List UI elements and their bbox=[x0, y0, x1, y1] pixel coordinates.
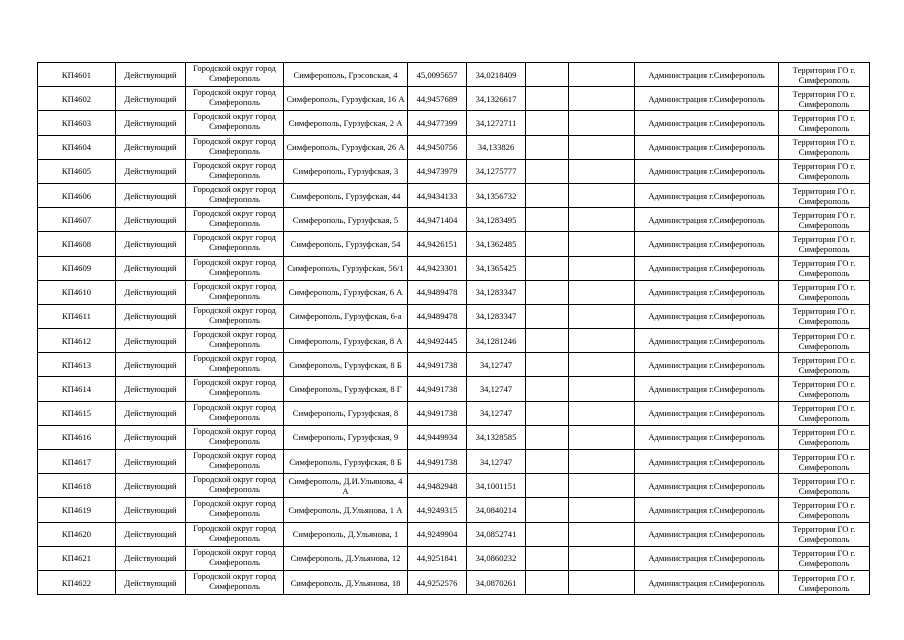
cell-status: Действующий bbox=[116, 135, 186, 159]
cell-address: Симферополь, Гурзуфская, 44 bbox=[284, 183, 408, 207]
cell-district: Городской округ город Симферополь bbox=[186, 329, 284, 353]
cell-territory: Территория ГО г. Симферополь bbox=[779, 329, 870, 353]
cell-address: Симферополь, Гурзуфская, 2 А bbox=[284, 111, 408, 135]
cell-organization: Администрация г.Симферополь bbox=[635, 522, 779, 546]
cell-organization: Администрация г.Симферополь bbox=[635, 401, 779, 425]
cell-status: Действующий bbox=[116, 498, 186, 522]
cell-empty bbox=[569, 111, 635, 135]
cell-organization: Администрация г.Симферополь bbox=[635, 450, 779, 474]
cell-longitude: 34,1272711 bbox=[467, 111, 526, 135]
cell-id: КП4609 bbox=[38, 256, 116, 280]
cell-territory: Территория ГО г. Симферополь bbox=[779, 232, 870, 256]
cell-district: Городской округ город Симферополь bbox=[186, 353, 284, 377]
cell-longitude: 34,1283347 bbox=[467, 280, 526, 304]
cell-empty bbox=[569, 304, 635, 328]
cell-empty bbox=[569, 474, 635, 498]
cell-district: Городской округ город Симферополь bbox=[186, 87, 284, 111]
cell-latitude: 44,9491738 bbox=[408, 377, 467, 401]
cell-territory: Территория ГО г. Симферополь bbox=[779, 280, 870, 304]
cell-latitude: 44,9434133 bbox=[408, 183, 467, 207]
cell-district: Городской округ город Симферополь bbox=[186, 450, 284, 474]
cell-organization: Администрация г.Симферополь bbox=[635, 570, 779, 594]
cell-territory: Территория ГО г. Симферополь bbox=[779, 183, 870, 207]
cell-address: Симферополь, Гурзуфская, 8 Б bbox=[284, 450, 408, 474]
cell-address: Симферополь, Гурзуфская, 6 А bbox=[284, 280, 408, 304]
cell-id: КП4621 bbox=[38, 546, 116, 570]
table-row bbox=[38, 401, 870, 425]
table-row bbox=[38, 498, 870, 522]
cell-id: КП4616 bbox=[38, 425, 116, 449]
cell-address: Симферополь, Грэсовская, 4 bbox=[284, 63, 408, 87]
cell-id: КП4608 bbox=[38, 232, 116, 256]
cell-district: Городской округ город Симферополь bbox=[186, 522, 284, 546]
cell-empty bbox=[526, 232, 569, 256]
cell-district: Городской округ город Симферополь bbox=[186, 280, 284, 304]
cell-empty bbox=[569, 232, 635, 256]
cell-latitude: 44,9423301 bbox=[408, 256, 467, 280]
cell-territory: Территория ГО г. Симферополь bbox=[779, 87, 870, 111]
cell-id: КП4618 bbox=[38, 474, 116, 498]
table-row bbox=[38, 135, 870, 159]
table-row bbox=[38, 570, 870, 594]
cell-organization: Администрация г.Симферополь bbox=[635, 474, 779, 498]
cell-status: Действующий bbox=[116, 304, 186, 328]
cell-longitude: 34,1362485 bbox=[467, 232, 526, 256]
cell-empty bbox=[569, 450, 635, 474]
cell-territory: Территория ГО г. Симферополь bbox=[779, 450, 870, 474]
cell-empty bbox=[526, 87, 569, 111]
cell-address: Симферополь, Гурзуфская, 3 bbox=[284, 159, 408, 183]
cell-empty bbox=[569, 208, 635, 232]
cell-empty bbox=[569, 401, 635, 425]
cell-latitude: 44,9482948 bbox=[408, 474, 467, 498]
cell-address: Симферополь, Д.Ульянова, 12 bbox=[284, 546, 408, 570]
cell-id: КП4619 bbox=[38, 498, 116, 522]
cell-territory: Территория ГО г. Симферополь bbox=[779, 353, 870, 377]
cell-longitude: 34,1326617 bbox=[467, 87, 526, 111]
cell-id: КП4613 bbox=[38, 353, 116, 377]
cell-empty bbox=[526, 304, 569, 328]
cell-id: КП4604 bbox=[38, 135, 116, 159]
cell-empty bbox=[526, 474, 569, 498]
table-row bbox=[38, 546, 870, 570]
cell-empty bbox=[569, 546, 635, 570]
cell-empty bbox=[526, 425, 569, 449]
cell-status: Действующий bbox=[116, 111, 186, 135]
cell-territory: Территория ГО г. Симферополь bbox=[779, 208, 870, 232]
cell-longitude: 34,0852741 bbox=[467, 522, 526, 546]
cell-district: Городской округ город Симферополь bbox=[186, 570, 284, 594]
cell-address: Симферополь, Гурзуфская, 8 А bbox=[284, 329, 408, 353]
cell-latitude: 44,9249315 bbox=[408, 498, 467, 522]
cell-longitude: 34,1328585 bbox=[467, 425, 526, 449]
table-row bbox=[38, 63, 870, 87]
cell-empty bbox=[526, 159, 569, 183]
cell-organization: Администрация г.Симферополь bbox=[635, 377, 779, 401]
cell-id: КП4612 bbox=[38, 329, 116, 353]
cell-address: Симферополь, Гурзуфская, 5 bbox=[284, 208, 408, 232]
table-row bbox=[38, 232, 870, 256]
cell-district: Городской округ город Симферополь bbox=[186, 232, 284, 256]
cell-district: Городской округ город Симферополь bbox=[186, 159, 284, 183]
cell-address: Симферополь, Гурзуфская, 16 А bbox=[284, 87, 408, 111]
cell-id: КП4615 bbox=[38, 401, 116, 425]
cell-status: Действующий bbox=[116, 474, 186, 498]
cell-district: Городской округ город Симферополь bbox=[186, 111, 284, 135]
cell-organization: Администрация г.Симферополь bbox=[635, 135, 779, 159]
cell-territory: Территория ГО г. Симферополь bbox=[779, 135, 870, 159]
cell-organization: Администрация г.Симферополь bbox=[635, 232, 779, 256]
cell-latitude: 44,9477399 bbox=[408, 111, 467, 135]
cell-empty bbox=[526, 256, 569, 280]
cell-address: Симферополь, Гурзуфская, 8 Б bbox=[284, 353, 408, 377]
cell-status: Действующий bbox=[116, 208, 186, 232]
cell-id: КП4622 bbox=[38, 570, 116, 594]
cell-status: Действующий bbox=[116, 401, 186, 425]
table-row bbox=[38, 450, 870, 474]
cell-territory: Территория ГО г. Симферополь bbox=[779, 570, 870, 594]
cell-address: Симферополь, Гурзуфская, 54 bbox=[284, 232, 408, 256]
cell-longitude: 34,133826 bbox=[467, 135, 526, 159]
cell-territory: Территория ГО г. Симферополь bbox=[779, 377, 870, 401]
cell-longitude: 34,1283495 bbox=[467, 208, 526, 232]
cell-territory: Территория ГО г. Симферополь bbox=[779, 401, 870, 425]
table-body bbox=[38, 63, 870, 595]
cell-latitude: 44,9491738 bbox=[408, 353, 467, 377]
cell-latitude: 44,9450756 bbox=[408, 135, 467, 159]
cell-organization: Администрация г.Симферополь bbox=[635, 304, 779, 328]
cell-empty bbox=[526, 280, 569, 304]
cell-district: Городской округ город Симферополь bbox=[186, 425, 284, 449]
cell-empty bbox=[526, 401, 569, 425]
table-row bbox=[38, 474, 870, 498]
cell-longitude: 34,0860232 bbox=[467, 546, 526, 570]
cell-empty bbox=[569, 329, 635, 353]
cell-address: Симферополь, Д.Ульянова, 1 А bbox=[284, 498, 408, 522]
cell-status: Действующий bbox=[116, 377, 186, 401]
cell-status: Действующий bbox=[116, 63, 186, 87]
table-row bbox=[38, 87, 870, 111]
cell-empty bbox=[526, 111, 569, 135]
cell-longitude: 34,12747 bbox=[467, 401, 526, 425]
cell-id: КП4610 bbox=[38, 280, 116, 304]
cell-organization: Администрация г.Симферополь bbox=[635, 329, 779, 353]
cell-id: КП4611 bbox=[38, 304, 116, 328]
table-row bbox=[38, 111, 870, 135]
cell-status: Действующий bbox=[116, 546, 186, 570]
cell-latitude: 44,9449934 bbox=[408, 425, 467, 449]
cell-status: Действующий bbox=[116, 329, 186, 353]
cell-territory: Территория ГО г. Симферополь bbox=[779, 159, 870, 183]
cell-address: Симферополь, Гурзуфская, 9 bbox=[284, 425, 408, 449]
cell-longitude: 34,0840214 bbox=[467, 498, 526, 522]
cell-organization: Администрация г.Симферополь bbox=[635, 208, 779, 232]
cell-empty bbox=[569, 63, 635, 87]
cell-latitude: 44,9489478 bbox=[408, 304, 467, 328]
cell-empty bbox=[526, 570, 569, 594]
cell-organization: Администрация г.Симферополь bbox=[635, 159, 779, 183]
cell-longitude: 34,12747 bbox=[467, 377, 526, 401]
cell-empty bbox=[569, 159, 635, 183]
cell-organization: Администрация г.Симферополь bbox=[635, 111, 779, 135]
cell-status: Действующий bbox=[116, 353, 186, 377]
cell-empty bbox=[569, 498, 635, 522]
cell-district: Городской округ город Симферополь bbox=[186, 256, 284, 280]
cell-empty bbox=[569, 183, 635, 207]
cell-territory: Территория ГО г. Симферополь bbox=[779, 304, 870, 328]
cell-territory: Территория ГО г. Симферополь bbox=[779, 546, 870, 570]
cell-latitude: 45,0095657 bbox=[408, 63, 467, 87]
cell-empty bbox=[526, 498, 569, 522]
cell-empty bbox=[569, 522, 635, 546]
cell-district: Городской округ город Симферополь bbox=[186, 498, 284, 522]
cell-longitude: 34,12747 bbox=[467, 450, 526, 474]
cell-address: Симферополь, Д.Ульянова, 1 bbox=[284, 522, 408, 546]
cell-id: КП4602 bbox=[38, 87, 116, 111]
cell-status: Действующий bbox=[116, 256, 186, 280]
table-row bbox=[38, 159, 870, 183]
cell-address: Симферополь, Д.И.Ульянова, 4 А bbox=[284, 474, 408, 498]
cell-organization: Администрация г.Симферополь bbox=[635, 87, 779, 111]
cell-empty bbox=[569, 353, 635, 377]
cell-status: Действующий bbox=[116, 183, 186, 207]
table-row bbox=[38, 377, 870, 401]
cell-empty bbox=[526, 135, 569, 159]
cell-latitude: 44,9251841 bbox=[408, 546, 467, 570]
cell-organization: Администрация г.Симферополь bbox=[635, 546, 779, 570]
cell-address: Симферополь, Гурзуфская, 6-а bbox=[284, 304, 408, 328]
cell-empty bbox=[526, 329, 569, 353]
cell-organization: Администрация г.Симферополь bbox=[635, 280, 779, 304]
cell-latitude: 44,9471404 bbox=[408, 208, 467, 232]
cell-id: КП4603 bbox=[38, 111, 116, 135]
cell-id: КП4601 bbox=[38, 63, 116, 87]
cell-id: КП4607 bbox=[38, 208, 116, 232]
cell-empty bbox=[569, 256, 635, 280]
table-row bbox=[38, 329, 870, 353]
cell-territory: Территория ГО г. Симферополь bbox=[779, 256, 870, 280]
cell-latitude: 44,9489478 bbox=[408, 280, 467, 304]
registry-table bbox=[37, 62, 870, 595]
cell-longitude: 34,1365425 bbox=[467, 256, 526, 280]
cell-empty bbox=[569, 280, 635, 304]
cell-organization: Администрация г.Симферополь bbox=[635, 425, 779, 449]
cell-territory: Территория ГО г. Симферополь bbox=[779, 63, 870, 87]
cell-id: КП4606 bbox=[38, 183, 116, 207]
cell-organization: Администрация г.Симферополь bbox=[635, 63, 779, 87]
cell-district: Городской округ город Симферополь bbox=[186, 401, 284, 425]
cell-address: Симферополь, Гурзуфская, 8 bbox=[284, 401, 408, 425]
table-row bbox=[38, 304, 870, 328]
cell-status: Действующий bbox=[116, 159, 186, 183]
cell-district: Городской округ город Симферополь bbox=[186, 208, 284, 232]
cell-status: Действующий bbox=[116, 570, 186, 594]
cell-status: Действующий bbox=[116, 450, 186, 474]
cell-empty bbox=[569, 570, 635, 594]
cell-latitude: 44,9252576 bbox=[408, 570, 467, 594]
cell-latitude: 44,9249904 bbox=[408, 522, 467, 546]
cell-status: Действующий bbox=[116, 522, 186, 546]
cell-latitude: 44,9491738 bbox=[408, 401, 467, 425]
cell-district: Городской округ город Симферополь bbox=[186, 135, 284, 159]
cell-organization: Администрация г.Симферополь bbox=[635, 256, 779, 280]
table-row bbox=[38, 183, 870, 207]
cell-territory: Территория ГО г. Симферополь bbox=[779, 498, 870, 522]
table-row bbox=[38, 256, 870, 280]
cell-district: Городской округ город Симферополь bbox=[186, 377, 284, 401]
cell-district: Городской округ город Симферополь bbox=[186, 474, 284, 498]
cell-empty bbox=[569, 377, 635, 401]
cell-id: КП4617 bbox=[38, 450, 116, 474]
cell-empty bbox=[526, 208, 569, 232]
cell-empty bbox=[526, 522, 569, 546]
cell-id: КП4605 bbox=[38, 159, 116, 183]
cell-empty bbox=[526, 183, 569, 207]
cell-longitude: 34,1283347 bbox=[467, 304, 526, 328]
cell-district: Городской округ город Симферополь bbox=[186, 183, 284, 207]
cell-district: Городской округ город Симферополь bbox=[186, 546, 284, 570]
cell-empty bbox=[526, 377, 569, 401]
cell-territory: Территория ГО г. Симферополь bbox=[779, 522, 870, 546]
cell-empty bbox=[526, 546, 569, 570]
table-row bbox=[38, 280, 870, 304]
cell-status: Действующий bbox=[116, 425, 186, 449]
cell-address: Симферополь, Д.Ульянова, 18 bbox=[284, 570, 408, 594]
cell-empty bbox=[526, 450, 569, 474]
cell-empty bbox=[569, 87, 635, 111]
cell-longitude: 34,1001151 bbox=[467, 474, 526, 498]
cell-organization: Администрация г.Симферополь bbox=[635, 353, 779, 377]
cell-status: Действующий bbox=[116, 280, 186, 304]
cell-latitude: 44,9492445 bbox=[408, 329, 467, 353]
cell-organization: Администрация г.Симферополь bbox=[635, 183, 779, 207]
cell-empty bbox=[569, 135, 635, 159]
cell-address: Симферополь, Гурзуфская, 8 Г bbox=[284, 377, 408, 401]
cell-id: КП4620 bbox=[38, 522, 116, 546]
table-row bbox=[38, 425, 870, 449]
cell-id: КП4614 bbox=[38, 377, 116, 401]
cell-longitude: 34,0870261 bbox=[467, 570, 526, 594]
cell-district: Городской округ город Симферополь bbox=[186, 63, 284, 87]
cell-address: Симферополь, Гурзуфская, 26 А bbox=[284, 135, 408, 159]
cell-longitude: 34,1356732 bbox=[467, 183, 526, 207]
cell-territory: Территория ГО г. Симферополь bbox=[779, 474, 870, 498]
cell-longitude: 34,0218409 bbox=[467, 63, 526, 87]
cell-status: Действующий bbox=[116, 232, 186, 256]
cell-latitude: 44,9426151 bbox=[408, 232, 467, 256]
cell-latitude: 44,9457689 bbox=[408, 87, 467, 111]
cell-latitude: 44,9473979 bbox=[408, 159, 467, 183]
cell-empty bbox=[526, 63, 569, 87]
cell-longitude: 34,1281246 bbox=[467, 329, 526, 353]
cell-district: Городской округ город Симферополь bbox=[186, 304, 284, 328]
cell-empty bbox=[569, 425, 635, 449]
cell-address: Симферополь, Гурзуфская, 56/1 bbox=[284, 256, 408, 280]
cell-status: Действующий bbox=[116, 87, 186, 111]
cell-latitude: 44,9491738 bbox=[408, 450, 467, 474]
table-row bbox=[38, 353, 870, 377]
cell-territory: Территория ГО г. Симферополь bbox=[779, 111, 870, 135]
cell-organization: Администрация г.Симферополь bbox=[635, 498, 779, 522]
cell-territory: Территория ГО г. Симферополь bbox=[779, 425, 870, 449]
cell-longitude: 34,1275777 bbox=[467, 159, 526, 183]
table-row bbox=[38, 522, 870, 546]
cell-longitude: 34,12747 bbox=[467, 353, 526, 377]
cell-empty bbox=[526, 353, 569, 377]
table-row bbox=[38, 208, 870, 232]
